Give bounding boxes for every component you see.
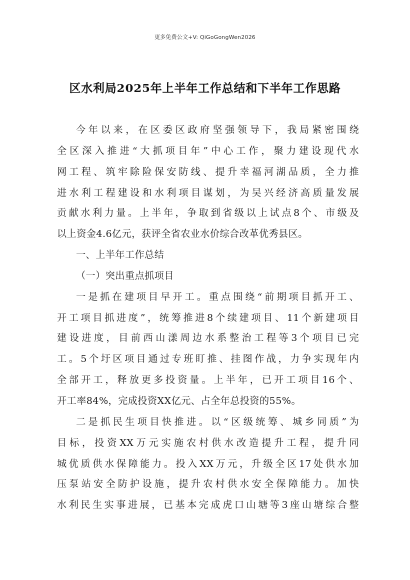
body-text	[57, 121, 359, 517]
text-line: 贡献水利力量。上半年，争取到省级以上试点8个、市级及	[57, 208, 359, 220]
text-line: （一）突出重点抓项目	[76, 270, 174, 282]
text-line: 二是抓民生项目快推进。以“区级统筹、城乡同质”为	[76, 416, 359, 428]
text-line: 一、上半年工作总结	[76, 250, 165, 262]
text-line: 建设进度，目前西山漾周边水系整治工程等3个项目已完	[57, 333, 359, 345]
text-line: 网工程、筑牢除险保安防线、提升幸福河湖品质，全力推	[57, 166, 359, 178]
text-line: 一是抓在建项目早开工。重点围绕“前期项目抓开工、	[76, 291, 359, 303]
text-line: 全区深入推进“大抓项目年”中心工作，聚力建设现代水	[57, 145, 359, 157]
document-title: 区水利局2025年上半年工作总结和下半年工作思路	[69, 81, 341, 95]
text-line: 今年以来，在区委区政府坚强领导下，我局紧密围绕	[76, 125, 359, 136]
text-line: 开工项目抓进度”，统筹推进8个续建项目、11个新建项目	[57, 312, 359, 324]
text-line: 目标，投资XX万元实施农村供水改造提升工程，提升同	[57, 437, 359, 449]
text-line: 压泵站安全防护设施，提升农村供水安全保障能力。加快	[57, 479, 359, 491]
text-line: 工。5个圩区项目通过专班盯推、挂图作战，力争实现年内	[57, 354, 359, 366]
text-line: 城优质供水保障能力。投入XX万元，升级全区17处供水加	[57, 458, 359, 470]
text-line: 以上资金4.6亿元，获评全省农业水价综合改革优秀县区。	[57, 229, 308, 241]
text-line: 全部开工，释放更多投资量。上半年，已开工项目16个、	[57, 375, 359, 387]
text-line: 水利民生实事进展，已基本完成虎口山塘等3座山塘综合整	[57, 500, 359, 512]
text-line: 开工率84%，完成投资XX亿元、占全年总投资的55%。	[57, 395, 301, 407]
header-note: 更多免费公文+V: QiGoGongWen2026	[154, 35, 256, 41]
text-line: 进水利工程建设和水利项目谋划，为吴兴经济高质量发展	[57, 187, 359, 199]
